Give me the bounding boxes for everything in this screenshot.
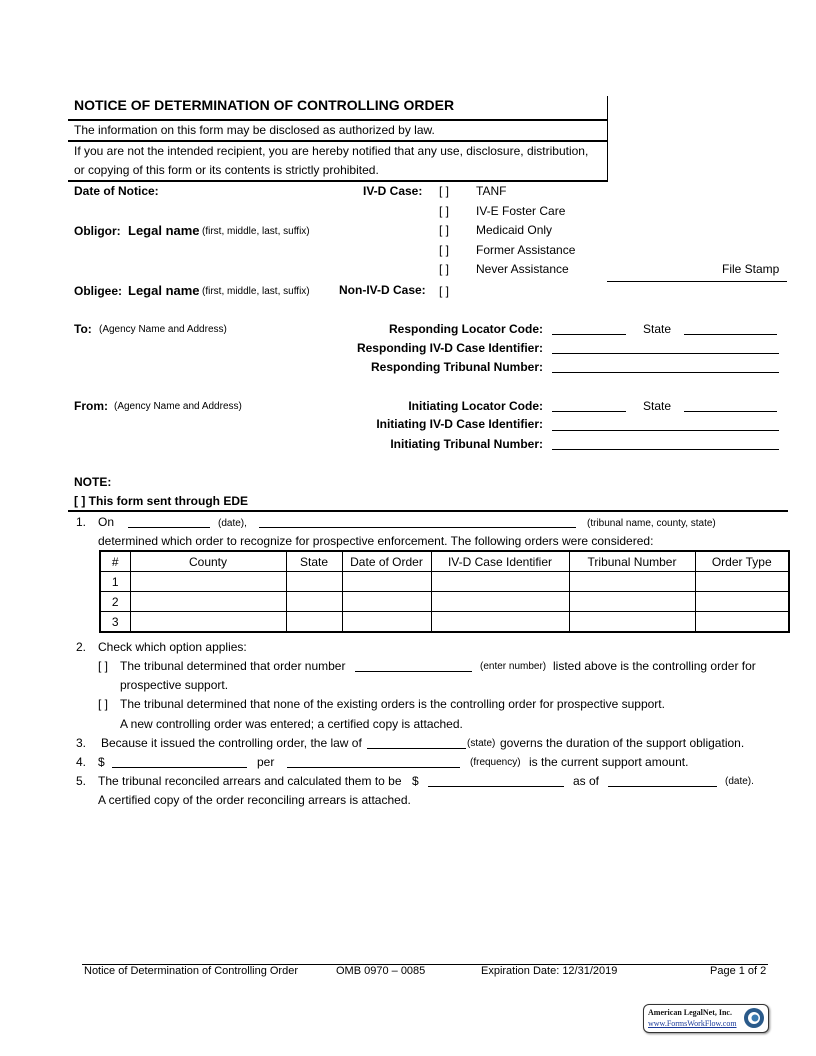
cell-date-of-order[interactable] xyxy=(342,592,431,612)
item1-tribunal-hint: (tribunal name, county, state) xyxy=(587,518,716,529)
globe-icon xyxy=(743,1007,765,1029)
ede-checkbox-line[interactable]: [ ] This form sent through EDE xyxy=(74,494,248,508)
footer-page: Page 1 of 2 xyxy=(710,965,767,977)
responding-locator-label: Responding Locator Code: xyxy=(389,322,543,336)
col-header-order-type: Order Type xyxy=(695,551,789,572)
warning-line-2: or copying of this form or its contents is strictly prohibited. xyxy=(74,163,379,177)
cell-date-of-order[interactable] xyxy=(342,612,431,633)
footer-form-name: Notice of Determination of Controlling Order xyxy=(84,965,298,977)
file-stamp-bottom-line xyxy=(607,281,787,282)
item4-frequency-line[interactable] xyxy=(287,767,460,768)
item5-as-of: as of xyxy=(573,774,600,788)
cell-case-identifier[interactable] xyxy=(431,592,569,612)
item5-text-a: The tribunal reconciled arrears and calculated them to be xyxy=(98,774,402,788)
item2-text: Check which option applies: xyxy=(98,640,247,654)
note-label: NOTE: xyxy=(74,475,112,489)
item1-line2: determined which order to recognize for prospective enforcement. The following orders were considered: xyxy=(98,534,654,548)
initiating-locator-label: Initiating Locator Code: xyxy=(408,399,543,413)
item5-dollar: $ xyxy=(412,774,419,788)
initiating-case-id-line[interactable] xyxy=(552,430,779,431)
option-former-assistance: Former Assistance xyxy=(476,243,576,257)
orders-table xyxy=(99,550,790,633)
item1-on: On xyxy=(98,515,115,529)
to-label: To: xyxy=(74,322,92,336)
item1-date-hint: (date), xyxy=(218,518,247,529)
ivd-case-label: IV-D Case: xyxy=(363,184,423,198)
item3-state-line[interactable] xyxy=(367,748,466,749)
non-ivd-case-label: Non-IV-D Case: xyxy=(339,283,426,297)
cell-tribunal-number[interactable] xyxy=(569,592,695,612)
row-number: 1 xyxy=(100,572,130,592)
item4-amount-line[interactable] xyxy=(112,767,247,768)
item2-option1-checkbox[interactable]: [ ] xyxy=(98,659,109,673)
cell-tribunal-number[interactable] xyxy=(569,612,695,633)
cell-order-type[interactable] xyxy=(695,592,789,612)
item4-number: 4. xyxy=(76,755,87,769)
item5-date-line[interactable] xyxy=(608,786,717,787)
item5-arrears-line[interactable] xyxy=(428,786,564,787)
warning-rule xyxy=(68,180,608,182)
responding-case-id-label: Responding IV-D Case Identifier: xyxy=(356,341,543,355)
col-header-date-of-order: Date of Order xyxy=(342,551,431,572)
item2-number: 2. xyxy=(76,640,87,654)
initiating-locator-line[interactable] xyxy=(552,411,626,412)
checkbox-foster-care[interactable]: [ ] xyxy=(439,204,450,218)
responding-tribunal-line[interactable] xyxy=(552,372,779,373)
item4-frequency-hint: (frequency) xyxy=(470,757,521,768)
item1-date-line[interactable] xyxy=(128,527,210,528)
logo-url[interactable]: www.FormsWorkFlow.com xyxy=(648,1019,737,1028)
col-header-case-identifier: IV-D Case Identifier xyxy=(431,551,569,572)
initiating-state-label: State xyxy=(643,399,672,413)
option-never-assistance: Never Assistance xyxy=(476,262,569,276)
item5-date-hint: (date). xyxy=(725,776,754,787)
obligor-legal-name: Legal name xyxy=(128,223,200,238)
checkbox-never-assistance[interactable]: [ ] xyxy=(439,262,450,276)
item5-line2: A certified copy of the order reconciling arrears is attached. xyxy=(98,793,411,807)
cell-state[interactable] xyxy=(286,612,342,633)
note-rule xyxy=(68,510,788,512)
date-of-notice-label: Date of Notice: xyxy=(74,184,159,198)
option-tanf: TANF xyxy=(476,184,507,198)
obligor-label: Obligor: xyxy=(74,224,121,238)
obligee-legal-name-hint: (first, middle, last, suffix) xyxy=(202,286,310,297)
table-row xyxy=(100,612,789,633)
cell-date-of-order[interactable] xyxy=(342,572,431,592)
col-header-number: # xyxy=(100,551,130,572)
footer-omb: OMB 0970 – 0085 xyxy=(336,965,426,977)
checkbox-medicaid[interactable]: [ ] xyxy=(439,223,450,237)
initiating-case-id-label: Initiating IV-D Case Identifier: xyxy=(376,417,543,431)
initiating-state-line[interactable] xyxy=(684,411,777,412)
col-header-county: County xyxy=(130,551,286,572)
row-number: 3 xyxy=(100,612,130,633)
item2-option2-checkbox[interactable]: [ ] xyxy=(98,697,109,711)
responding-state-label: State xyxy=(643,322,672,336)
obligor-legal-name-hint: (first, middle, last, suffix) xyxy=(202,226,310,237)
responding-locator-line[interactable] xyxy=(552,334,626,335)
cell-tribunal-number[interactable] xyxy=(569,572,695,592)
item3-number: 3. xyxy=(76,736,87,750)
from-label: From: xyxy=(74,399,108,413)
item3-text-b: governs the duration of the support obligation. xyxy=(500,736,745,750)
row-number: 2 xyxy=(100,592,130,612)
cell-state[interactable] xyxy=(286,592,342,612)
disclosure-text: The information on this form may be disclosed as authorized by law. xyxy=(74,123,435,137)
responding-case-id-line[interactable] xyxy=(552,353,779,354)
item1-tribunal-line[interactable] xyxy=(259,527,576,528)
cell-county[interactable] xyxy=(130,592,286,612)
item2-option2-text-a: The tribunal determined that none of the existing orders is the controlling order for prospective support. xyxy=(120,697,665,711)
to-agency-hint: (Agency Name and Address) xyxy=(99,324,227,335)
item2-option1-text-b: listed above is the controlling order for xyxy=(553,659,756,673)
item2-option1-text-c: prospective support. xyxy=(120,678,229,692)
item3-state-hint: (state) xyxy=(467,738,496,749)
cell-case-identifier[interactable] xyxy=(431,612,569,633)
cell-county[interactable] xyxy=(130,612,286,633)
item4-dollar: $ xyxy=(98,755,105,769)
item4-per: per xyxy=(257,755,275,769)
orders-table-header-row xyxy=(100,551,789,572)
item1-number: 1. xyxy=(76,515,87,529)
logo-company: American LegalNet, Inc. xyxy=(648,1008,732,1017)
checkbox-former-assistance[interactable]: [ ] xyxy=(439,243,450,257)
cell-case-identifier[interactable] xyxy=(431,572,569,592)
initiating-tribunal-label: Initiating Tribunal Number: xyxy=(390,437,543,451)
file-stamp-label: File Stamp xyxy=(722,262,780,276)
responding-tribunal-label: Responding Tribunal Number: xyxy=(370,360,543,374)
footer-expiration: Expiration Date: 12/31/2019 xyxy=(481,965,618,977)
table-row xyxy=(100,572,789,592)
item2-option1-text-a: The tribunal determined that order number xyxy=(120,659,346,673)
item3-text-a: Because it issued the controlling order, the law of xyxy=(101,736,362,750)
responding-state-line[interactable] xyxy=(684,334,777,335)
option-medicaid: Medicaid Only xyxy=(476,223,553,237)
item2-option2-text-b: A new controlling order was entered; a certified copy is attached. xyxy=(120,717,463,731)
col-header-tribunal-number: Tribunal Number xyxy=(569,551,695,572)
table-row xyxy=(100,592,789,612)
initiating-tribunal-line[interactable] xyxy=(552,449,779,450)
checkbox-non-ivd[interactable]: [ ] xyxy=(439,284,450,298)
cell-order-type[interactable] xyxy=(695,612,789,633)
cell-state[interactable] xyxy=(286,572,342,592)
item5-number: 5. xyxy=(76,774,87,788)
item2-order-number-line[interactable] xyxy=(355,671,472,672)
col-header-state: State xyxy=(286,551,342,572)
disclosure-rule xyxy=(68,140,608,142)
option-foster-care: IV-E Foster Care xyxy=(476,204,566,218)
obligee-legal-name: Legal name xyxy=(128,283,200,298)
warning-line-1: If you are not the intended recipient, you are hereby notified that any use, disclosure, distribution, xyxy=(74,144,589,158)
checkbox-tanf[interactable]: [ ] xyxy=(439,184,450,198)
title-rule xyxy=(68,119,608,121)
item2-order-number-hint: (enter number) xyxy=(480,661,547,672)
american-legalnet-logo xyxy=(643,1004,769,1033)
header-right-border xyxy=(607,96,608,181)
item4-text-b: is the current support amount. xyxy=(529,755,689,769)
cell-order-type[interactable] xyxy=(695,572,789,592)
form-title: NOTICE OF DETERMINATION OF CONTROLLING ORDER xyxy=(74,97,455,113)
obligee-label: Obligee: xyxy=(74,284,123,298)
from-agency-hint: (Agency Name and Address) xyxy=(114,401,242,412)
cell-county[interactable] xyxy=(130,572,286,592)
